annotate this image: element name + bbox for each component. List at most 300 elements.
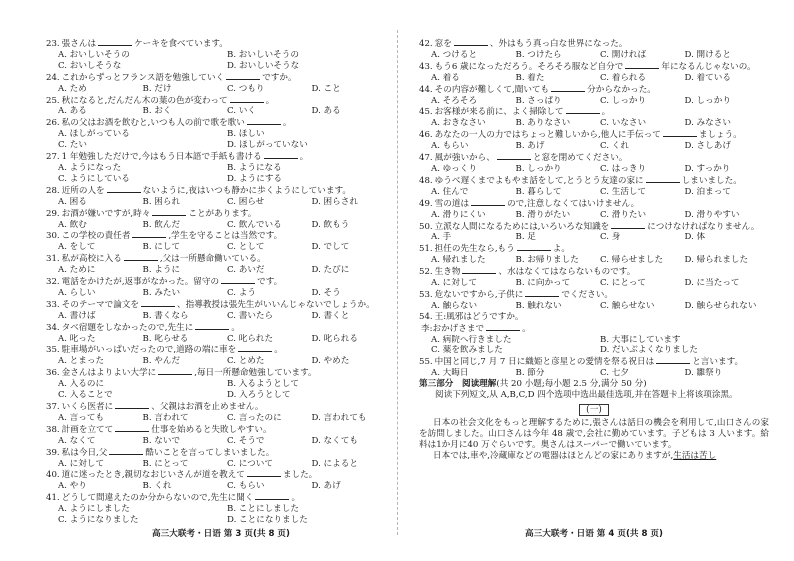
answer-option: A. 住んで <box>431 186 469 197</box>
question-item <box>419 129 769 152</box>
question-text: いくら医者に <box>61 402 114 412</box>
question-stem <box>419 243 769 255</box>
answer-option: C. 生活して <box>600 186 647 197</box>
question-item <box>419 243 769 266</box>
question-item <box>46 276 396 299</box>
answer-blank <box>486 323 520 331</box>
answer-options <box>419 96 769 107</box>
answer-option: A. ほしがっている <box>58 129 130 140</box>
answer-option: B. おく <box>142 106 172 117</box>
question-text: 秋になると,だんだん木の葉の色が変わって <box>61 95 228 106</box>
question-text: ゆうべ遅くまでよもやま話をして,とうとう友達の家に <box>434 175 644 186</box>
question-text: 仕事を始めると失敗しやすい。 <box>151 424 272 435</box>
question-text: 。 <box>231 322 240 333</box>
question-stem <box>419 323 769 335</box>
answer-option: B. にとって <box>142 458 189 469</box>
question-stem <box>46 322 396 334</box>
question-item <box>419 106 769 129</box>
answer-option: A. 入るのに <box>58 379 105 390</box>
question-number: 51. <box>419 244 433 255</box>
answer-option: C. 言ったのに <box>227 412 282 423</box>
answer-option: D. 飲もう <box>311 219 350 230</box>
question-number: 49. <box>419 198 433 209</box>
question-stem <box>46 469 396 481</box>
answer-option: C. つもり <box>227 83 265 94</box>
answer-blank <box>230 95 264 103</box>
question-text: その内容が難しくて,聞いても <box>434 84 550 95</box>
question-stem <box>419 106 769 118</box>
question-stem <box>419 84 769 96</box>
question-text: 雪の道は <box>434 198 470 209</box>
section-heading <box>419 379 769 390</box>
answer-option: D. しっかり <box>684 95 731 106</box>
answer-option: B. 節分 <box>515 368 545 379</box>
answer-options <box>46 481 396 492</box>
answer-option: A. 帰れました <box>431 255 486 266</box>
question-text: ことがあります。 <box>188 208 257 219</box>
question-number: 32. <box>46 277 60 288</box>
question-text: 電話をかけたが,返事がなかった。留守の <box>61 277 220 288</box>
question-stem <box>419 266 769 278</box>
answer-blank <box>115 424 149 432</box>
question-text: そのテーマで論文を <box>61 299 140 310</box>
answer-option: D. 書くと <box>311 310 350 321</box>
answer-option: C. にとって <box>600 278 646 289</box>
answer-option: A. もらい <box>431 141 469 152</box>
question-text: ないように,夜はいつも静かに歩くようにしています。 <box>142 185 351 196</box>
question-number: 41. <box>46 493 60 504</box>
answer-option: B. さっぱり <box>515 95 562 106</box>
question-item <box>46 469 396 492</box>
answer-option: B. に向かって <box>515 278 571 289</box>
question-stem <box>419 61 769 73</box>
answer-option: B. ほしい <box>227 129 265 140</box>
answer-options <box>419 187 769 198</box>
question-item <box>419 221 769 244</box>
question-text: 道に迷ったとき,親切なおじいさんが道を教えて <box>61 470 245 481</box>
question-number: 54. <box>419 311 433 322</box>
answer-blank <box>132 230 166 238</box>
answer-option: A. つけると <box>431 49 478 60</box>
answer-options <box>46 84 396 95</box>
question-text: 。 <box>274 345 283 356</box>
right-page <box>419 38 769 462</box>
question-stem <box>419 129 769 141</box>
question-stem <box>419 198 769 210</box>
question-text: につけなければなりません。 <box>647 221 760 232</box>
question-text: 李:おかげさまで <box>421 323 485 334</box>
answer-options <box>419 164 769 175</box>
answer-option: C. たい <box>58 140 87 151</box>
question-stem <box>46 299 396 311</box>
question-stem <box>419 312 769 323</box>
question-item <box>46 492 396 526</box>
question-item <box>46 230 396 253</box>
answer-option: D. そう <box>311 287 341 298</box>
question-text: 計画を立てて <box>61 424 114 435</box>
answer-blank <box>517 243 551 251</box>
question-stem <box>46 253 396 265</box>
answer-option: A. ため <box>58 83 87 94</box>
answer-option: B. 触れない <box>515 300 562 311</box>
answer-option: C. もらい <box>227 481 265 492</box>
question-text: 。 <box>299 152 309 163</box>
answer-option: C. として <box>227 242 265 253</box>
answer-blank <box>663 129 697 137</box>
question-item <box>419 323 769 357</box>
question-number: 33. <box>46 299 60 310</box>
answer-blank <box>115 401 149 409</box>
answer-options <box>419 210 769 221</box>
answer-option: A. らしい <box>58 287 96 298</box>
question-stem <box>419 356 769 368</box>
footer-left: 高三大联考・日语 第 3 页(共 8 页) <box>152 529 290 539</box>
question-item <box>46 253 396 276</box>
answer-option: B. だけ <box>142 83 172 94</box>
answer-option: A. そろそろ <box>431 95 478 106</box>
answer-option: B. 困られ <box>142 196 181 207</box>
question-stem <box>46 401 396 413</box>
answer-options <box>419 301 769 312</box>
answer-option: B. 飲んだ <box>142 219 181 230</box>
footer-right: 高三大联考・日语 第 4 页(共 8 页) <box>525 529 663 539</box>
answer-options <box>46 163 396 185</box>
question-stem <box>46 367 396 379</box>
answer-option: B. ように <box>142 265 181 276</box>
question-text: と言います。 <box>692 357 744 368</box>
answer-blank <box>221 276 255 284</box>
answer-option: D. でして <box>311 242 350 253</box>
answer-option: C. はっきり <box>600 163 647 174</box>
question-stem <box>46 95 396 107</box>
question-item <box>46 299 396 322</box>
question-item <box>46 72 396 95</box>
question-text: でください。 <box>561 289 613 300</box>
question-number: 47. <box>419 153 433 164</box>
answer-option: D. ほしがっていない <box>227 140 308 151</box>
question-number: 44. <box>419 84 433 95</box>
question-stem <box>46 447 396 459</box>
answer-option: C. いなさい <box>600 118 647 129</box>
answer-options <box>46 413 396 424</box>
question-text: 王:風邪はどうですか。 <box>434 311 524 322</box>
question-text: ました。 <box>282 470 318 481</box>
question-text: 風が強いから、 <box>434 153 495 164</box>
question-text: あなたの一人の力ではちょっと難しいから,他人に手伝って <box>434 130 661 141</box>
answer-option: C. おいしそうな <box>58 60 122 71</box>
answer-option: C. 叱られた <box>227 333 274 344</box>
question-stem <box>419 289 769 301</box>
question-number: 46. <box>419 130 433 141</box>
answer-blank <box>158 367 192 375</box>
question-text: お客様が来る前に、よく掃除して <box>434 107 564 118</box>
answer-options <box>419 278 769 289</box>
question-text: 近所の人を <box>61 185 105 196</box>
question-item <box>419 198 769 221</box>
answer-option: A. 困る <box>58 196 87 207</box>
answer-option: D. たびに <box>311 265 350 276</box>
answer-option: D. あげ <box>311 481 341 492</box>
answer-options <box>419 73 769 84</box>
answer-option: D. 帰られました <box>684 255 749 266</box>
question-number: 35. <box>46 345 60 356</box>
question-item <box>419 356 769 379</box>
question-text: ましょう。 <box>698 130 742 141</box>
question-item <box>419 289 769 312</box>
question-item <box>46 322 396 345</box>
answer-option: D. 着ている <box>684 72 731 83</box>
answer-option: D. すっかり <box>684 163 731 174</box>
question-number: 53. <box>419 289 433 300</box>
answer-option: A. なくて <box>58 435 96 446</box>
answer-option: D. 困らされ <box>311 196 358 207</box>
question-text: 張さんは <box>61 39 97 49</box>
question-number: 42. <box>419 39 433 49</box>
question-text: 。 <box>265 95 275 106</box>
question-text: 分からなかった。 <box>587 84 656 95</box>
question-item <box>419 61 769 84</box>
question-stem <box>46 344 396 356</box>
question-item <box>419 312 769 323</box>
question-stem <box>46 276 396 288</box>
answer-option: B. 大事にしています <box>600 334 681 345</box>
answer-options <box>419 141 769 152</box>
question-number: 25. <box>46 95 60 106</box>
question-item <box>419 266 769 289</box>
answer-option: D. ある <box>311 106 341 117</box>
answer-option: A. おきなさい <box>431 118 486 129</box>
underlined-phrase: 生活は苦し <box>673 450 717 461</box>
question-text: 生き物 <box>434 267 461 278</box>
answer-option: B. やんだ <box>142 356 181 367</box>
answer-blank <box>525 289 559 297</box>
answer-option: D. やめた <box>311 356 350 367</box>
question-item <box>46 367 396 401</box>
question-text: これからずっとフランス語を勉強していく <box>61 72 225 83</box>
answer-option: D. によると <box>311 458 358 469</box>
answer-options <box>46 504 396 526</box>
question-stem <box>46 492 396 504</box>
question-stem <box>46 38 396 50</box>
question-stem <box>46 208 396 220</box>
answer-option: C. いく <box>227 106 256 117</box>
question-number: 28. <box>46 185 60 196</box>
answer-option: B. おいしいそうの <box>227 49 299 60</box>
question-text: 金さんはよりよい大学に <box>61 368 157 379</box>
answer-options <box>46 197 396 208</box>
answer-option: B. にして <box>142 242 181 253</box>
answer-blank <box>238 344 272 352</box>
question-text: この学校の責任者 <box>61 231 131 242</box>
question-text: ,父は一所懸命働いている。 <box>159 254 266 265</box>
answer-option: C. 入ることで <box>58 390 113 401</box>
answer-option: C. について <box>227 458 273 469</box>
answer-option: A. 滑りにくい <box>431 209 486 220</box>
answer-blank <box>462 266 496 274</box>
answer-blank <box>247 469 281 477</box>
question-number: 55. <box>419 357 433 368</box>
answer-option: B. ないで <box>142 435 181 446</box>
answer-option: A. ために <box>58 265 96 276</box>
answer-options <box>46 265 396 276</box>
answer-option: C. 七夕 <box>600 368 629 379</box>
answer-blank <box>454 38 488 46</box>
answer-option: C. 滑りたい <box>600 209 647 220</box>
answer-option: D. 入ろうとして <box>227 390 291 401</box>
answer-option: A. 言っても <box>58 412 105 423</box>
answer-option: B. くれ <box>142 481 172 492</box>
answer-option: A. 着る <box>431 72 460 83</box>
answer-blank <box>226 72 260 80</box>
answer-option: D. ようにする <box>227 173 283 184</box>
question-item <box>419 152 769 175</box>
answer-option: B. 暮らして <box>515 186 562 197</box>
answer-options <box>46 436 396 447</box>
answer-options <box>419 118 769 129</box>
answer-option: B. ありなさい <box>515 118 571 129</box>
answer-blank <box>124 253 158 261</box>
question-item <box>46 401 396 424</box>
answer-blank <box>152 208 186 216</box>
answer-options <box>46 459 396 470</box>
question-item <box>46 185 396 208</box>
answer-option: A. 大晦日 <box>431 368 469 379</box>
answer-option: D. に当たって <box>684 278 740 289</box>
question-text: タベ宿題をしなかったので,先生に <box>61 322 194 333</box>
answer-option: A. 病院へ行きました <box>431 334 512 345</box>
answer-option: C. 帰らせました <box>600 255 664 266</box>
answer-option: B. しっかり <box>515 163 562 174</box>
section-instructions: 阅读下列短文,从 A,B,C,D 四个选项中选出最佳选项,并在答题卡上将该项涂黑。 <box>435 390 738 401</box>
answer-option: B. 滑りがたい <box>515 209 571 220</box>
answer-option: C. 書いたら <box>227 310 274 321</box>
question-item <box>46 344 396 367</box>
answer-option: D. 触らせられない <box>684 300 757 311</box>
answer-options <box>419 50 769 61</box>
answer-option: D. 叱られる <box>311 333 358 344</box>
question-text: 、外はもう真っ白な世界になった。 <box>489 39 628 49</box>
answer-option: D. 開けると <box>684 49 731 60</box>
answer-option: C. ようになりました <box>58 515 139 526</box>
answer-option: A. 手 <box>431 232 452 243</box>
passage-title: (一) <box>419 404 769 417</box>
answer-blank <box>566 106 600 114</box>
answer-options <box>46 379 396 401</box>
question-text: 中国と同じ,7 月 7 日に織姫と彦星との愛情を祭る祝日は <box>434 357 655 368</box>
answer-option: A. とまった <box>58 356 105 367</box>
right-questions <box>419 38 769 379</box>
question-text: 年になるんじゃないの。 <box>661 61 756 72</box>
answer-blank <box>195 322 229 330</box>
question-text: 私は今日,父 <box>61 447 108 458</box>
question-item <box>46 424 396 447</box>
answer-blank <box>109 447 143 455</box>
question-number: 50. <box>419 221 433 232</box>
question-text: 担任の先生なら,もう <box>434 244 515 255</box>
section-title: 第三部分 阅读理解 <box>419 379 497 390</box>
answer-option: D. 滑りやすい <box>684 209 740 220</box>
question-text: ,毎日一所懸命勉強しています。 <box>194 368 317 379</box>
question-number: 31. <box>46 254 60 265</box>
question-text: ,学生を守ることは当然です。 <box>168 231 283 242</box>
answer-blank <box>107 185 141 193</box>
question-number: 34. <box>46 322 60 333</box>
question-number: 29. <box>46 208 60 219</box>
question-number: 37. <box>46 402 60 412</box>
answer-option: D. 言われても <box>311 412 367 423</box>
question-text: 1 年勉強しただけで,今はもう日本語で手紙も書ける <box>61 152 262 163</box>
question-item <box>46 447 396 470</box>
answer-option: A. ようになった <box>58 162 122 173</box>
question-text: 駐車場がいっぱいだったので,道路の端に車を <box>61 345 237 356</box>
answer-blank <box>255 492 289 500</box>
answer-option: C. あいだ <box>227 265 265 276</box>
question-stem <box>419 38 769 50</box>
question-number: 48. <box>419 175 433 186</box>
answer-option: A. に対して <box>58 458 105 469</box>
answer-option: B. あげ <box>515 141 545 152</box>
answer-blank <box>247 117 281 125</box>
question-text: 窓を <box>434 39 452 49</box>
question-item <box>46 117 396 151</box>
question-text: 。 <box>291 493 301 504</box>
answer-options <box>46 311 396 322</box>
question-item <box>419 175 769 198</box>
question-text: ので,注意しなくてはいけません。 <box>507 198 640 209</box>
answer-blank <box>471 198 505 206</box>
answer-blank <box>656 356 690 364</box>
answer-option: C. 薬を飲みました <box>431 345 503 356</box>
answer-options <box>46 129 396 151</box>
question-number: 45. <box>419 107 433 118</box>
answer-option: D. ことになりました <box>227 515 308 526</box>
answer-option: D. 泊まって <box>684 186 731 197</box>
question-text: ですか。 <box>262 72 297 83</box>
answer-option: B. お帰りました <box>515 255 579 266</box>
question-text: 。 <box>282 118 292 129</box>
answer-option: A. 書けば <box>58 310 96 321</box>
answer-options <box>419 255 769 266</box>
question-item <box>46 208 396 231</box>
question-stem <box>419 175 769 187</box>
answer-option: C. 飲んでいる <box>227 219 282 230</box>
answer-option: C. 触らせない <box>600 300 655 311</box>
answer-option: B. みたい <box>142 287 181 298</box>
question-text: 、父親はお酒を止めません。 <box>151 402 264 412</box>
answer-blank <box>551 84 585 92</box>
question-text: ケーキを食べています。 <box>134 39 228 49</box>
answer-options <box>419 232 769 243</box>
answer-option: A. 飲む <box>58 219 87 230</box>
question-stem <box>46 117 396 129</box>
question-number: 24. <box>46 72 60 83</box>
question-text: 私の父はお酒を飲むと,いつも人の前で歌を歌い <box>61 118 245 129</box>
answer-option: B. ようになる <box>227 162 282 173</box>
answer-option: C. 着られる <box>600 72 647 83</box>
question-stem <box>46 230 396 242</box>
question-number: 43. <box>419 61 433 72</box>
answer-option: D. だいぶよくなりました <box>600 345 698 356</box>
answer-option: C. そうで <box>227 435 265 446</box>
question-stem <box>46 72 396 84</box>
answer-option: D. 体 <box>684 232 706 243</box>
question-number: 36. <box>46 368 60 379</box>
answer-options <box>46 288 396 299</box>
question-text: しまいました。 <box>681 175 742 186</box>
answer-option: D. なくても <box>311 435 358 446</box>
answer-blank <box>141 299 175 307</box>
answer-option: C. 身 <box>600 232 621 243</box>
